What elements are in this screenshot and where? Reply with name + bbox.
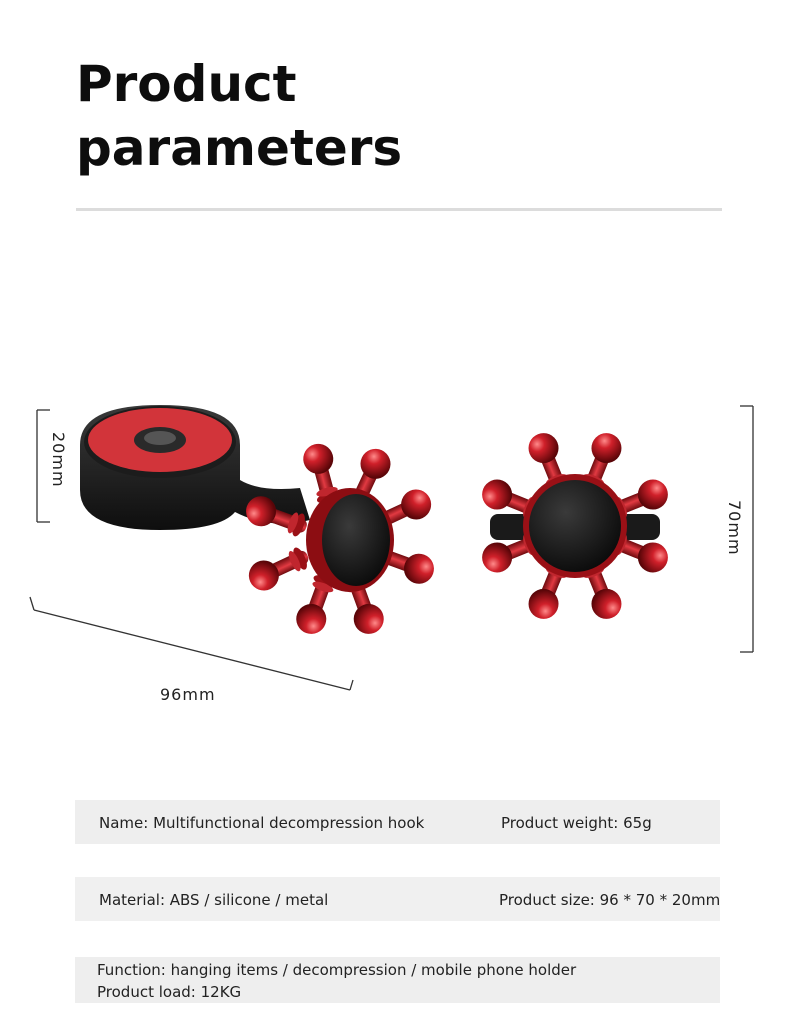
spec-name: Name: Multifunctional decompression hook <box>99 814 425 832</box>
page-title-line-1: Product <box>76 55 297 113</box>
spec-row-function-load <box>75 957 720 1003</box>
spinner-left <box>242 440 438 638</box>
spec-size: Product size: 96 * 70 * 20mm <box>499 891 721 909</box>
product-illustration <box>0 380 790 720</box>
spec-row-name-weight <box>75 800 720 844</box>
spec-row-material-size <box>75 877 720 921</box>
spec-material: Material: ABS / silicone / metal <box>99 891 329 909</box>
title-divider <box>76 208 722 211</box>
spec-function: Function: hanging items / decompression / mobile phone holder <box>97 961 577 979</box>
spec-weight: Product weight: 65g <box>501 814 652 832</box>
dimension-label-diameter: 70mm <box>725 500 744 556</box>
spinner-right <box>478 429 673 624</box>
dimension-label-height: 20mm <box>49 432 68 488</box>
spec-load: Product load: 12KG <box>97 983 242 1001</box>
page-title-line-2: parameters <box>76 119 403 177</box>
page-title <box>76 52 402 180</box>
dimension-label-length: 96mm <box>160 685 216 704</box>
